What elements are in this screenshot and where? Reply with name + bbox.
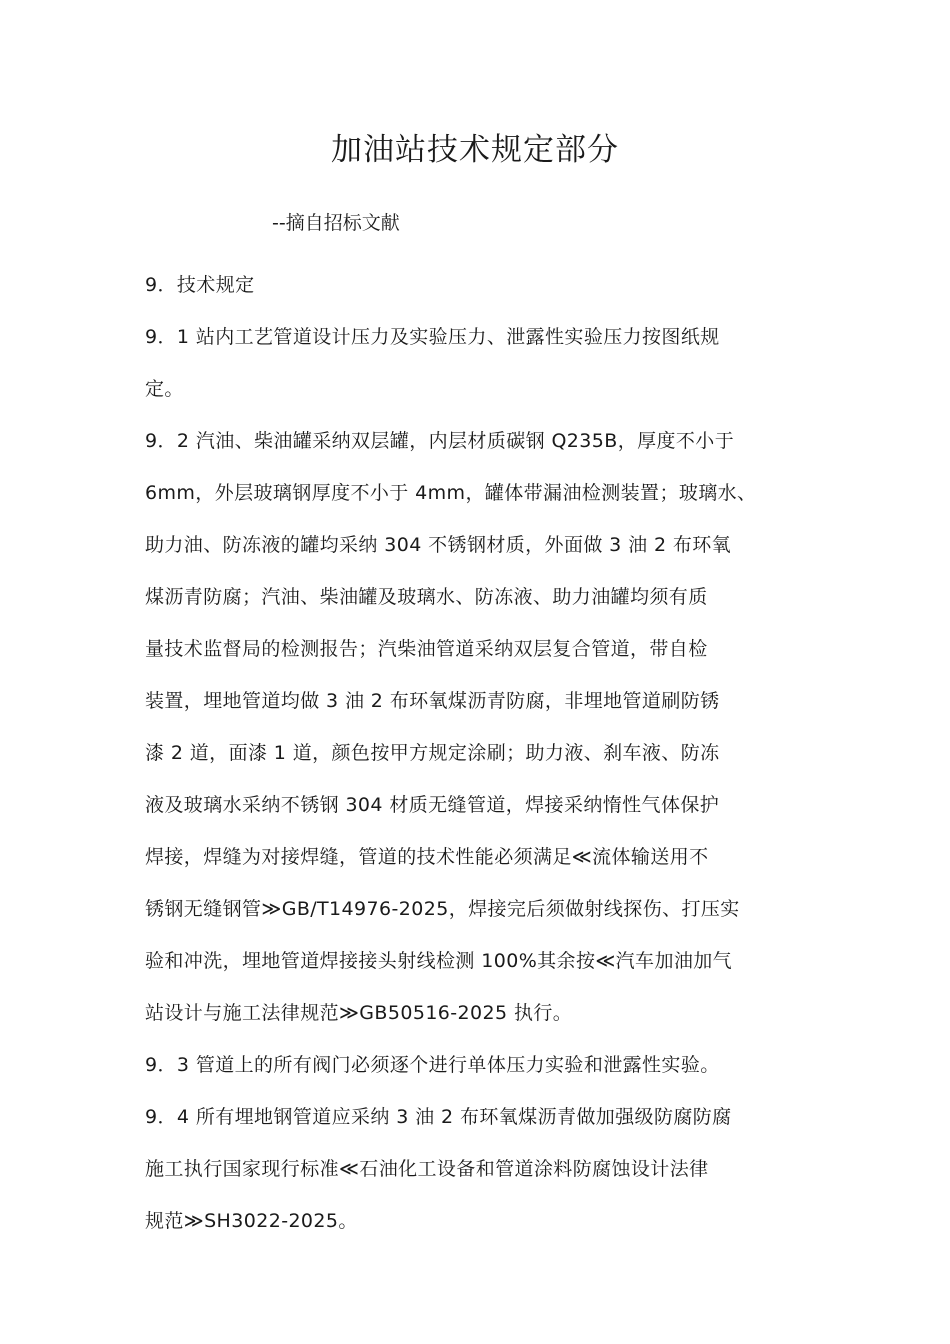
text-line: 装置，埋地管道均做 3 油 2 布环氧煤沥青防腐，非埋地管道刷防锈	[145, 690, 720, 712]
text-line: 定。	[145, 378, 184, 400]
section-9-1	[145, 311, 817, 415]
document-body	[145, 259, 817, 1247]
section-9-2	[145, 415, 817, 1039]
text-line: 煤沥青防腐；汽油、柴油罐及玻璃水、防冻液、助力油罐均须有质	[145, 586, 708, 608]
section-9-4	[145, 1091, 817, 1247]
document-subtitle: --摘自招标文献	[272, 212, 400, 234]
text-line: 漆 2 道，面漆 1 道，颜色按甲方规定涂刷；助力液、刹车液、防冻	[145, 742, 720, 764]
text-line: 6mm，外层玻璃钢厚度不小于 4mm，罐体带漏油检测装置；玻璃水、	[145, 482, 757, 504]
document-title: 加油站技术规定部分	[331, 132, 619, 168]
text-line: 规范≫SH3022-2025。	[145, 1210, 358, 1232]
text-line: 锈钢无缝钢管≫GB/T14976-2025，焊接完后须做射线探伤、打压实	[145, 898, 740, 920]
section-heading: 9．技术规定	[145, 274, 255, 296]
text-line: 9．4 所有埋地钢管道应采纳 3 油 2 布环氧煤沥青做加强级防腐防腐	[145, 1106, 732, 1128]
text-line: 验和冲洗，埋地管道焊接接头射线检测 100%其余按≪汽车加油加气	[145, 950, 733, 972]
text-line: 焊接，焊缝为对接焊缝，管道的技术性能必须满足≪流体输送用不	[145, 846, 709, 868]
text-line: 助力油、防冻液的罐均采纳 304 不锈钢材质，外面做 3 油 2 布环氧	[145, 534, 732, 556]
text-line: 9．1 站内工艺管道设计压力及实验压力、泄露性实验压力按图纸规	[145, 326, 720, 348]
text-line: 量技术监督局的检测报告；汽柴油管道采纳双层复合管道，带自检	[145, 638, 708, 660]
section-9-3	[145, 1039, 817, 1091]
text-line: 施工执行国家现行标准≪石油化工设备和管道涂料防腐蚀设计法律	[145, 1158, 709, 1180]
text-line: 9．2 汽油、柴油罐采纳双层罐，内层材质碳钢 Q235B，厚度不小于	[145, 430, 735, 452]
text-line: 9．3 管道上的所有阀门必须逐个进行单体压力实验和泄露性实验。	[145, 1054, 720, 1076]
text-line: 液及玻璃水采纳不锈钢 304 材质无缝管道，焊接采纳惰性气体保护	[145, 794, 720, 816]
text-line: 站设计与施工法律规范≫GB50516-2025 执行。	[145, 1002, 573, 1024]
